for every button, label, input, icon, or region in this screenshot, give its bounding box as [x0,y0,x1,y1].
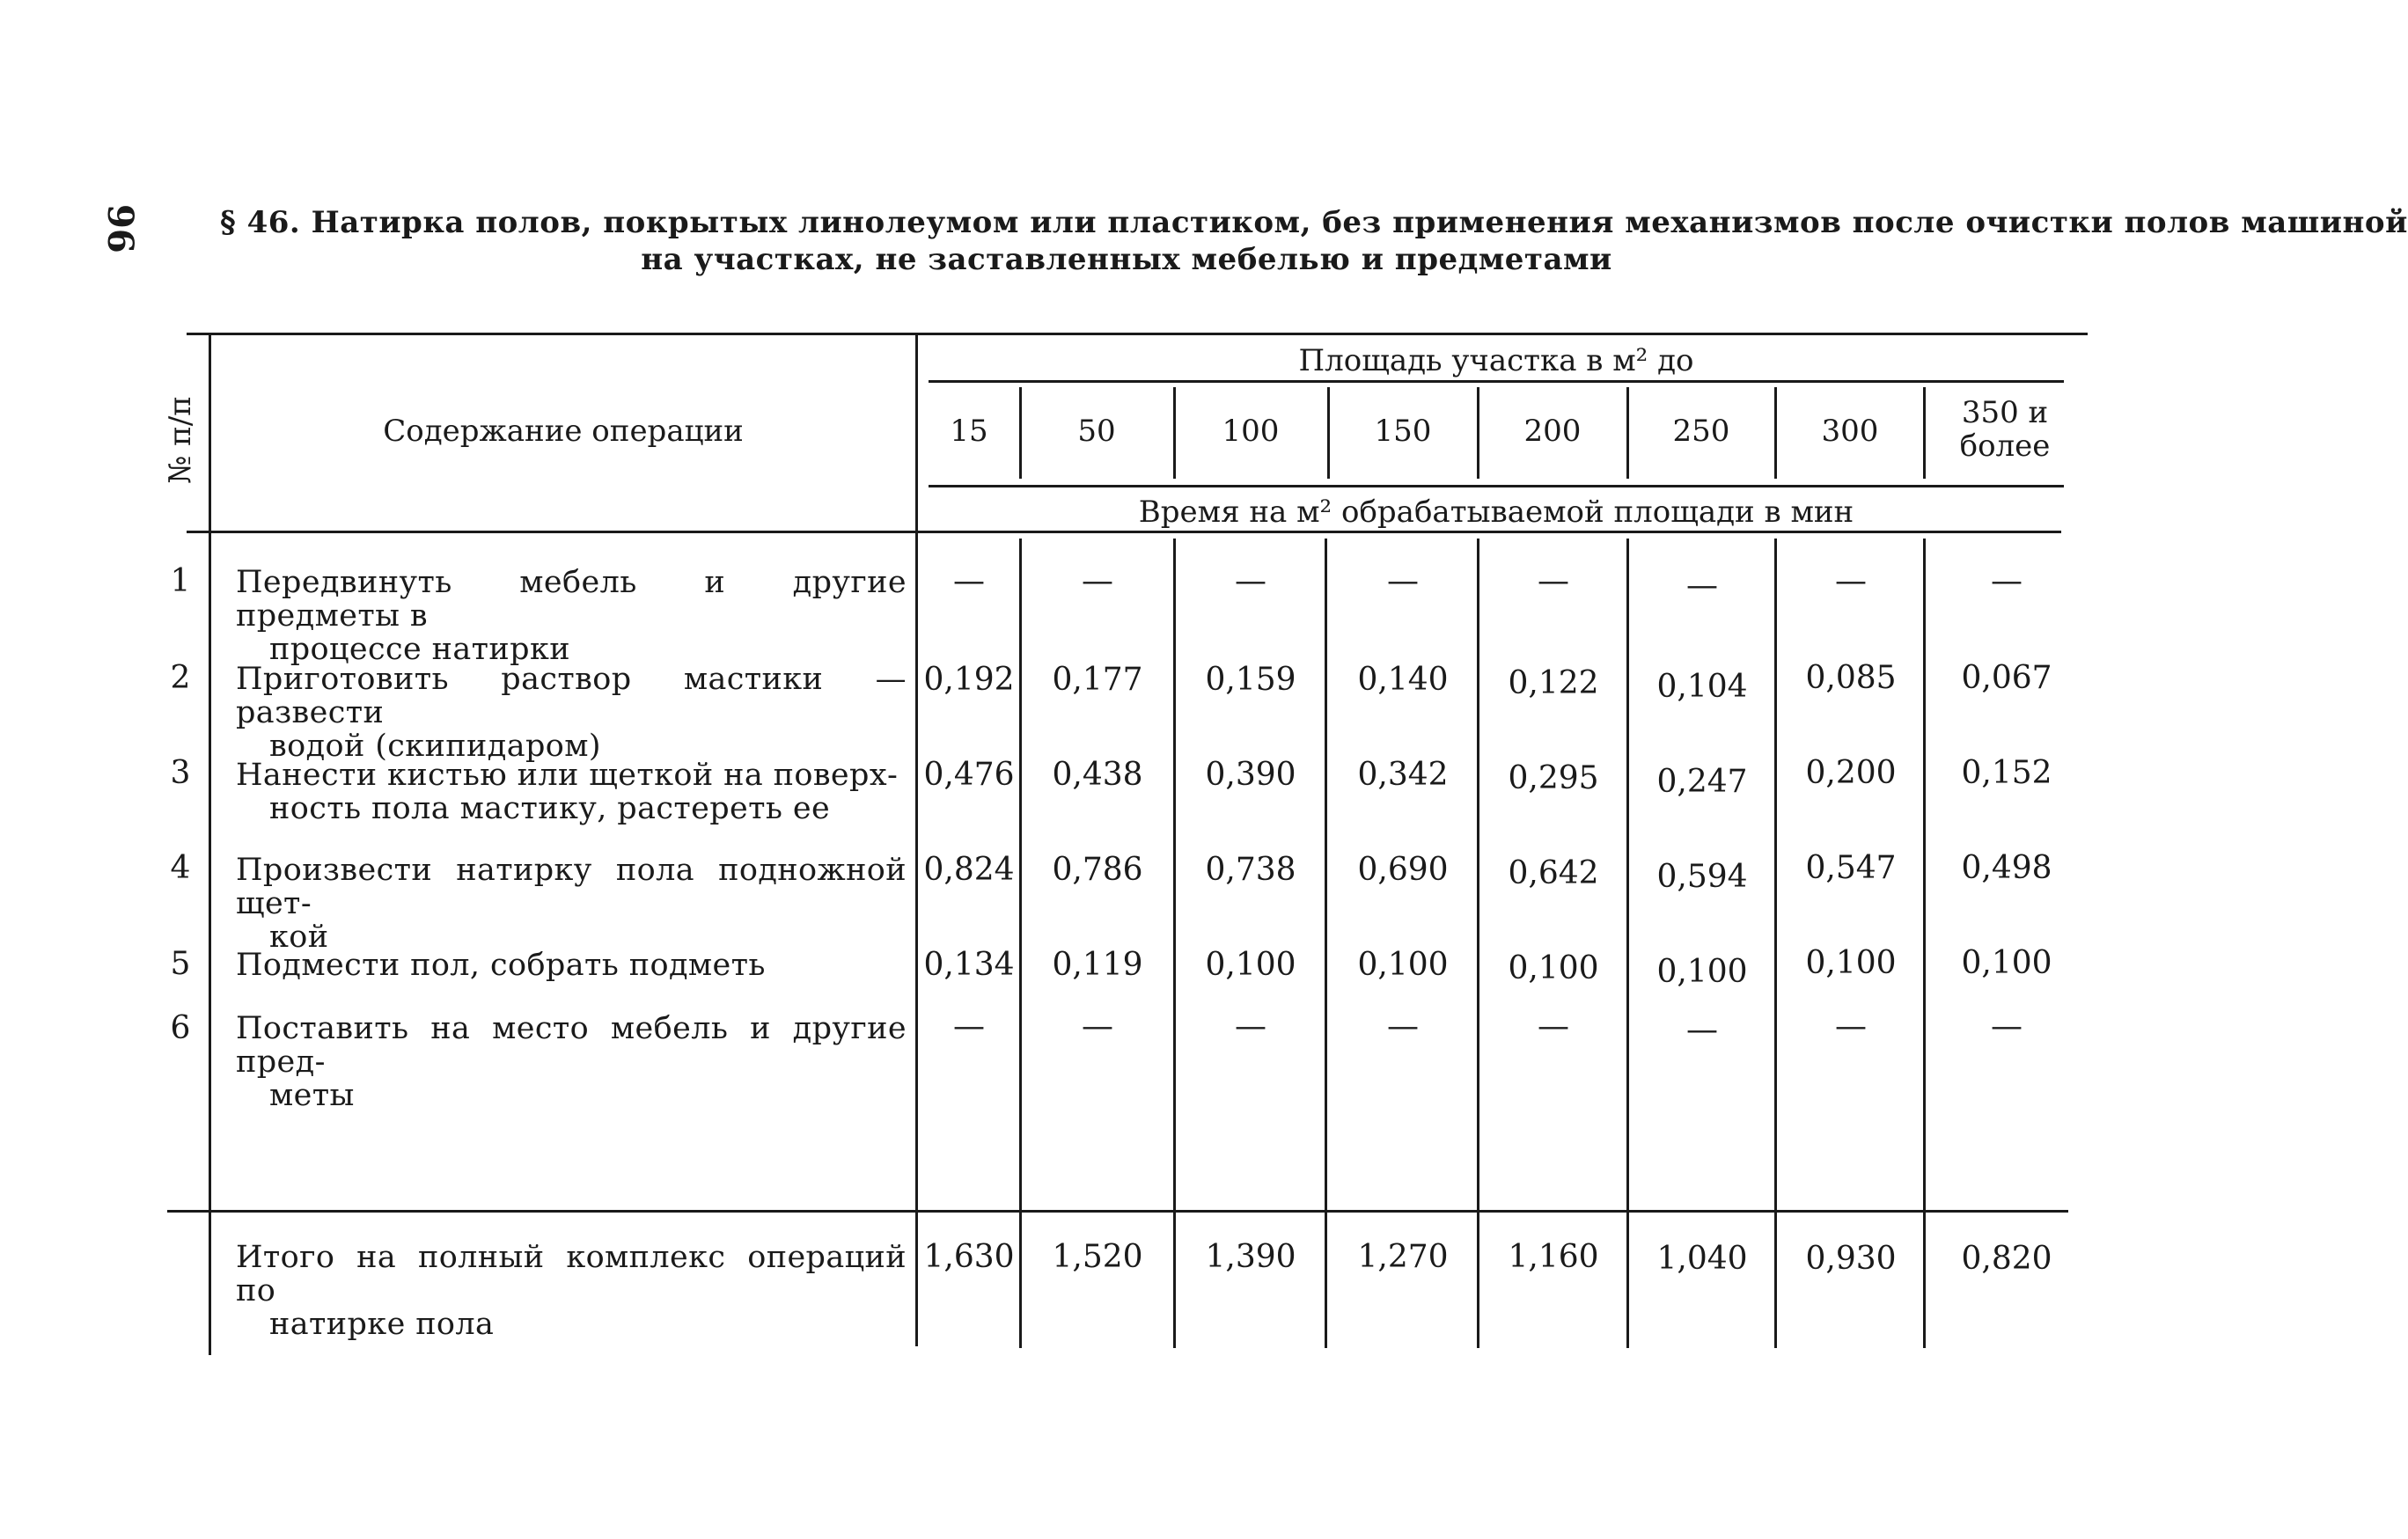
total-value-cell: 0,820 [1961,1241,2052,1277]
body-column-rule-1 [1019,539,1022,1348]
value-cell: — [1835,563,1867,599]
operation-line-1: Подмести пол, собрать подметь [236,948,766,983]
value-cell: — [1387,563,1419,599]
operation-line-1: Поставить на место мебель и другие пред- [236,1011,907,1080]
total-value-cell: 0,930 [1805,1241,1897,1277]
operation-line-2: водой (скипидаром) [269,729,601,764]
value-cell: 0,824 [923,852,1015,888]
operation-line-2: меты [269,1078,355,1113]
value-cell: — [1686,1012,1718,1048]
page-number: 96 [99,204,141,253]
column-header-number: № п/п [163,396,198,484]
value-cell: — [953,563,985,599]
operation-text [236,949,907,982]
value-cell: 0,786 [1052,852,1143,888]
value-cell: 0,100 [1508,950,1599,986]
value-cell: 0,134 [923,947,1015,983]
time-header: Время на м² обрабатываемой площади в мин [1138,495,1854,530]
area-header: Площадь участка в м² до [1298,343,1694,378]
body-column-rule-2 [1173,539,1176,1348]
value-cell: — [1235,1008,1266,1044]
value-cell: 0,390 [1205,757,1296,793]
value-cell: 0,438 [1052,757,1143,793]
area-column-250: 250 [1672,414,1730,449]
value-cell: 0,547 [1805,850,1897,886]
total-value-cell: 1,390 [1205,1239,1296,1275]
area-column-300: 300 [1821,414,1879,449]
value-cell: 0,247 [1656,764,1748,800]
value-cell: — [1235,563,1266,599]
value-cell: — [1538,563,1569,599]
title-line-2: на участках, не заставленных мебелью и предметами [641,242,1612,277]
operation-column-left-rule [209,334,211,1355]
total-value-cell: 1,520 [1052,1239,1143,1275]
value-cell: — [1082,1008,1113,1044]
value-cell: 0,067 [1961,660,2052,696]
area-values-rule [929,485,2064,487]
value-cell: — [1387,1008,1419,1044]
operation-line-2: процессе натирки [269,632,570,667]
body-column-rule-3 [1325,539,1327,1348]
total-top-rule [167,1210,2068,1213]
total-line-1: Итого на полный комплекс операций по [236,1240,907,1308]
value-cell: — [1538,1008,1569,1044]
row-number: 3 [170,755,191,791]
value-cell: 0,738 [1205,852,1296,888]
area-header-rule [929,380,2064,383]
operation-line-1: Произвести натирку пола подножной щет- [236,853,907,921]
value-cell: 0,100 [1656,954,1748,990]
operation-line-1: Нанести кистью или щеткой на поверх- [236,758,899,793]
column-header-operation: Содержание операции [383,414,744,449]
total-text [236,1241,907,1341]
area-column-100: 100 [1222,414,1280,449]
value-cell: 0,140 [1357,662,1449,698]
value-cell: 0,152 [1961,755,2052,791]
value-cell: 0,122 [1508,665,1599,701]
value-cell: 0,498 [1961,850,2052,886]
value-cell: 0,200 [1805,755,1897,791]
row-number: 1 [170,563,191,599]
value-cell: 0,159 [1205,662,1296,698]
value-cell: 0,177 [1052,662,1143,698]
area-column-50: 50 [1077,414,1116,449]
section-title [220,204,2408,278]
area-column-15: 15 [950,414,988,449]
operation-column-right-rule [915,334,918,1346]
value-cell: 0,295 [1508,760,1599,796]
value-cell: 0,100 [1805,945,1897,981]
operation-text [236,1012,907,1112]
value-cell: — [1991,563,2023,599]
row-number: 2 [170,660,191,696]
area-column-150: 150 [1374,414,1432,449]
value-cell: 0,104 [1656,669,1748,705]
value-cell: 0,342 [1357,757,1449,793]
value-cell: 0,100 [1961,945,2052,981]
area-column-350-and-more: 350 и более [1959,395,2051,464]
value-cell: 0,100 [1205,947,1296,983]
operation-text [236,663,907,763]
operation-text [236,566,907,666]
row-number: 4 [170,850,191,886]
total-value-cell: 1,270 [1357,1239,1449,1275]
operation-line-2: кой [269,920,329,955]
header-bottom-rule [187,531,2061,533]
operation-line-1: Приготовить раствор мастики — развести [236,662,907,730]
value-cell: 0,642 [1508,855,1599,891]
operation-line-2: ность пола мастику, растереть ее [269,791,831,826]
operation-line-1: Передвинуть мебель и другие предметы в [236,565,907,634]
value-cell: 0,476 [923,757,1015,793]
total-value-cell: 1,040 [1656,1241,1748,1277]
value-cell: 0,594 [1656,859,1748,895]
value-cell: — [1835,1008,1867,1044]
value-cell: — [953,1008,985,1044]
operation-text [236,759,907,825]
value-cell: — [1686,568,1718,604]
total-value-cell: 1,160 [1508,1239,1599,1275]
value-cell: 0,192 [923,662,1015,698]
table-top-rule [187,333,2088,335]
row-number: 6 [170,1010,191,1046]
value-cell: 0,119 [1052,947,1143,983]
value-cell: — [1082,563,1113,599]
value-cell: 0,100 [1357,947,1449,983]
value-cell: — [1991,1008,2023,1044]
body-column-rule-5 [1626,539,1629,1348]
body-column-rule-6 [1774,539,1777,1348]
value-cell: 0,690 [1357,852,1449,888]
area-column-200: 200 [1523,414,1582,449]
value-cell: 0,085 [1805,660,1897,696]
total-line-2: натирке пола [269,1307,495,1342]
title-line-1: § 46. Натирка полов, покрытых линолеумом или пластиком, без применения механизмов после очистки полов машиной [220,205,2408,240]
total-value-cell: 1,630 [923,1239,1015,1275]
row-number: 5 [170,946,191,982]
body-column-rule-4 [1477,539,1479,1348]
operation-text [236,854,907,954]
